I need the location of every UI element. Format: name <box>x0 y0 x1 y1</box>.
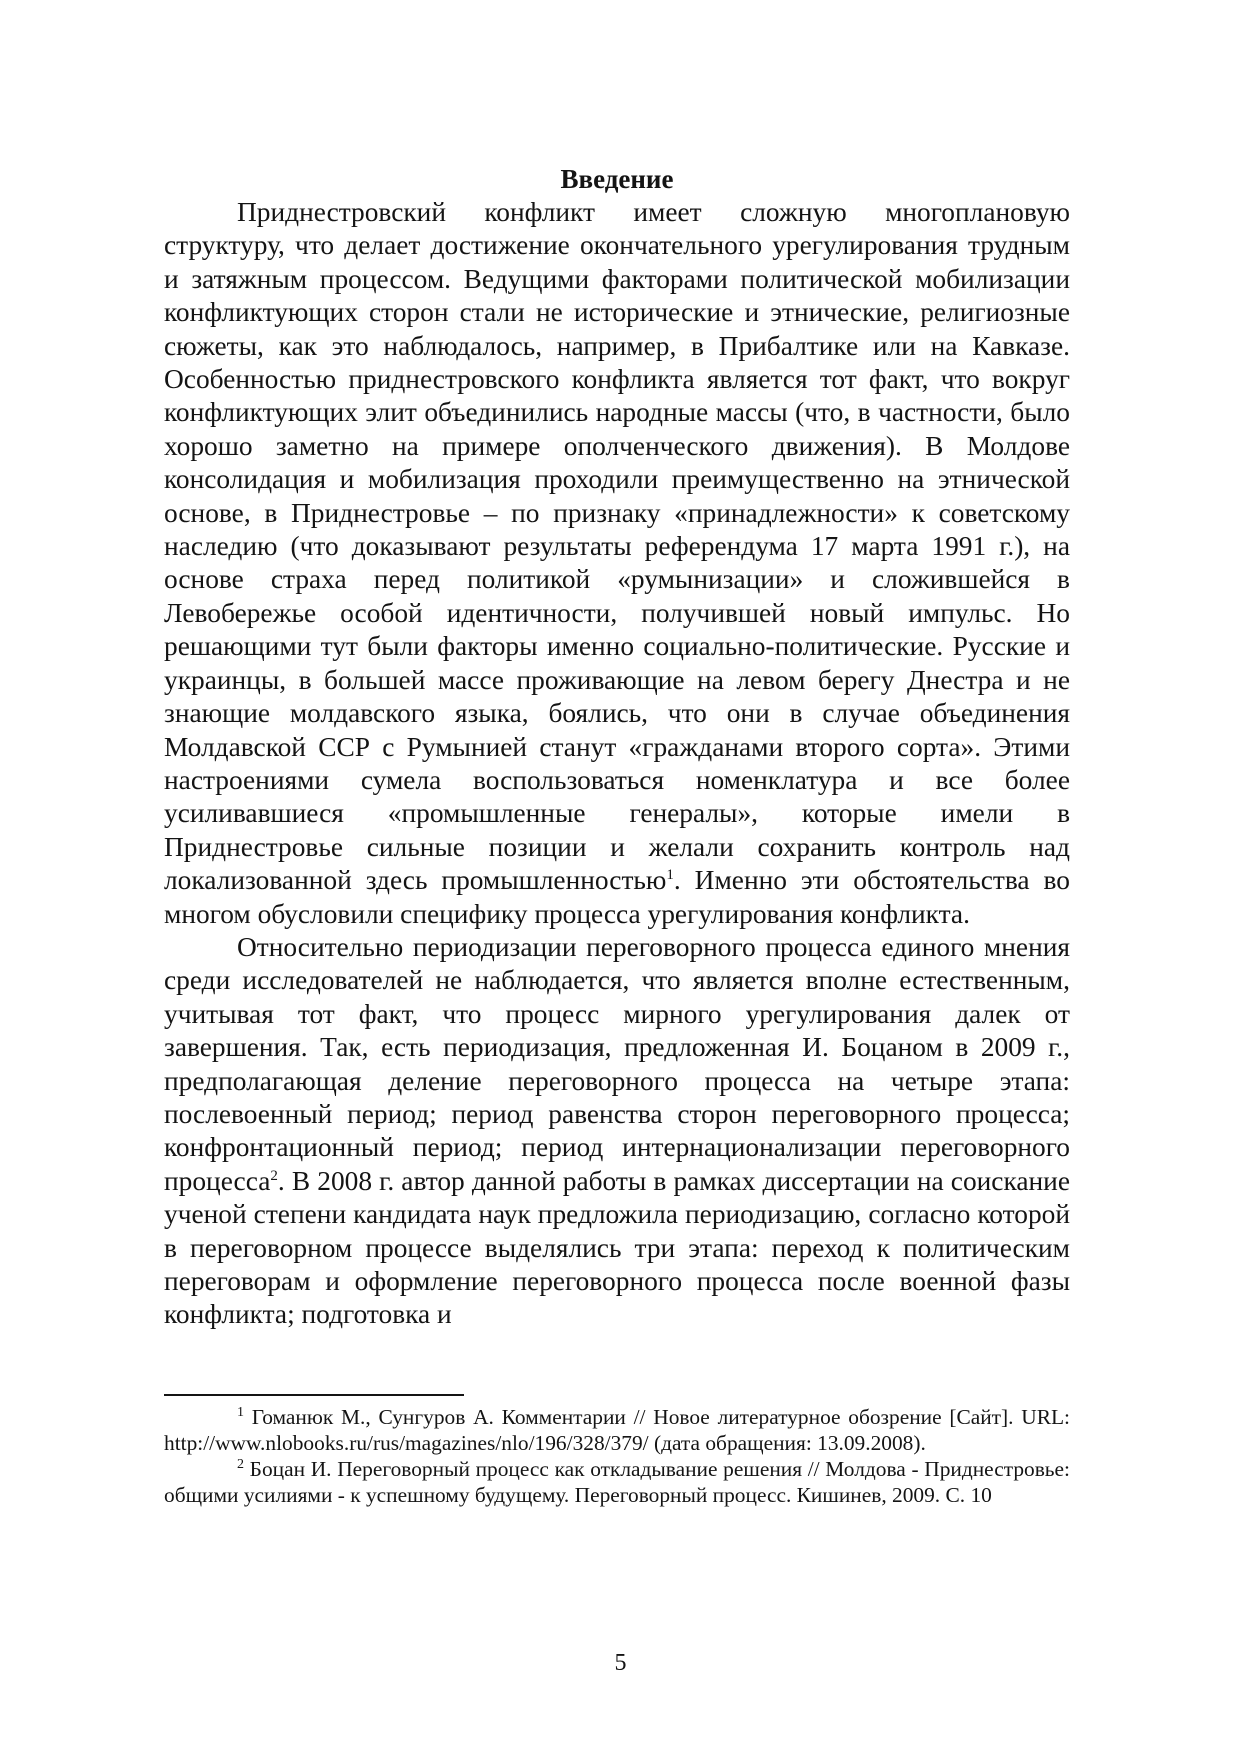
paragraph-text: Приднестровский конфликт имеет сложную многоплановую структуру, что делает достижение окончательного урегулирования трудным и затяжным процессом. Ведущими факторами политической мобилизации конфликтующих сторон стали не исторические и этнические, религиозные сюжеты, как это наблюдалось, например, в Прибалтике или на Кавказе. Особенностью приднестровского конфликта является тот факт, что вокруг конфликтующих элит объединились народные массы (что, в частности, было хорошо заметно на примере ополченческого движения). В Молдове консолидация и мобилизация проходили преимущественно на этнической основе, в Приднестровье – по признаку «принадлежности» к советскому наследию (что доказывают результаты референдума 17 марта 1991 г.), на основе страха перед политикой «румынизации» и сложившейся в Левобережье особой идентичности, получившей новый импульс. Но решающими тут были факторы именно социально-политические. Русские и украинцы, в большей массе проживающие на левом берегу Днестра и не знающие молдавского языка, боялись, что они в случае объединения Молдавской ССР с Румынией станут «гражданами второго сорта». Этими настроениями сумела воспользоваться номенклатура и все более усиливавшиеся «промышленные генералы», которые имели в Приднестровье сильные позиции и желали сохранить контроль над локализованной здесь промышленностью <box>164 197 1070 896</box>
footnote-2 <box>164 1456 1070 1508</box>
footnote-divider <box>164 1394 464 1396</box>
footnote-text: Гоманюк М., Сунгуров А. Комментарии // Новое литературное обозрение [Сайт]. URL: http://www.nlobooks.ru/rus/magazines/nlo/196/328/379/ (дата обращения: 13.09.2008). <box>164 1405 1070 1455</box>
page-title: Введение <box>560 164 674 194</box>
paragraph-text: . Именно эти обстоятельства во многом обусловили специфику процесса урегулирования конфликта. <box>164 865 1070 929</box>
paragraph-2 <box>164 931 1070 1332</box>
footnote-ref-2[interactable]: 2 <box>270 1167 278 1184</box>
document-body <box>164 162 1070 1332</box>
paragraph-1 <box>164 196 1070 931</box>
paragraph-text: Относительно периодизации переговорного процесса единого мнения среди исследователей не наблюдается, что является вполне естественным, учитывая тот факт, что процесс мирного урегулирования далек от завершения. Так, есть периодизация, предложенная И. Боцаном в 2009 г., предполагающая деление переговорного процесса на четыре этапа: послевоенный период; период равенства сторон переговорного процесса; конфронтационный период; период интернационализации переговорного процесса <box>164 931 1070 1196</box>
page-number: 5 <box>614 1650 627 1676</box>
footnote-ref-1[interactable]: 1 <box>666 867 674 883</box>
footnotes <box>164 1404 1070 1508</box>
footnote-text: Боцан И. Переговорный процесс как откладывание решения // Молдова - Приднестровье: общими усилиями - к успешному будущему. Переговорный процесс. Кишинев, 2009. С. 10 <box>164 1457 1070 1507</box>
footnote-number: 2 <box>237 1456 244 1472</box>
paragraph-text: . В 2008 г. автор данной работы в рамках диссертации на соискание ученой степени кандидата наук предложила периодизацию, согласно которой в переговорном процессе выделялись три этапа: переход к политическим переговорам и оформление переговорного процесса после военной фазы конфликта; подготовка и <box>164 1165 1070 1330</box>
footnote-number: 1 <box>237 1404 244 1420</box>
footnote-1 <box>164 1404 1070 1456</box>
